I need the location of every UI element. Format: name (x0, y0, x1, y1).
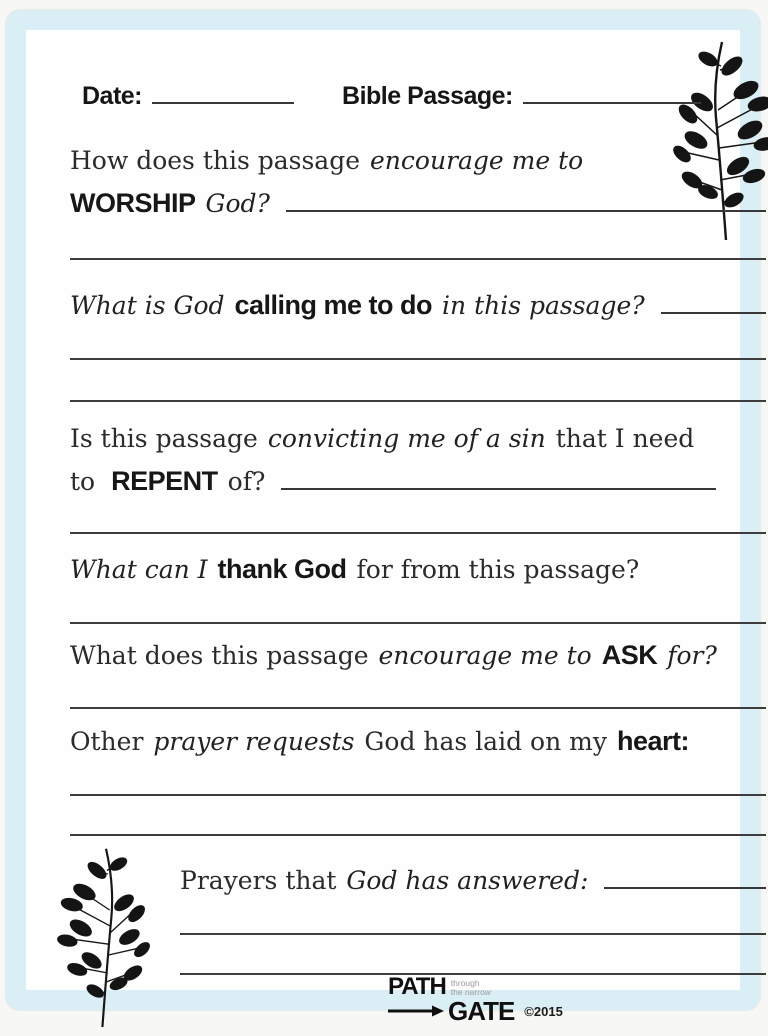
thank-text-serif: for from this passage? (356, 555, 640, 584)
heart-ruled-line-1 (70, 794, 766, 796)
ask-text-serif: What does this passage (70, 641, 369, 670)
repent-keyword: REPENT (111, 466, 218, 496)
date-label: Date: (82, 82, 143, 110)
calling-question-line (70, 290, 766, 321)
logo-path-wordmark: PATH (388, 973, 446, 1000)
ask-ruled-line (70, 707, 766, 709)
answered-text-serif: Prayers that (180, 866, 337, 895)
header-row (82, 82, 742, 111)
answered-write-in-blank (604, 871, 766, 889)
repent-write-in-blank (281, 472, 716, 490)
worship-god-script: God? (205, 189, 270, 218)
ask-question-line (70, 640, 717, 671)
worship-question-line-2 (70, 188, 766, 219)
calling-text-script-1: What is God (70, 291, 225, 320)
worship-question-line-1 (70, 146, 583, 175)
repent-text-to: to (70, 467, 96, 496)
thank-ruled-line (70, 622, 766, 624)
arrow-icon (388, 1005, 444, 1017)
heart-keyword: heart: (616, 726, 689, 756)
path-gate-logo (388, 973, 563, 1026)
worship-ruled-line (70, 258, 766, 260)
heart-question-line (70, 726, 689, 757)
ask-text-script-1: encourage me to (378, 641, 592, 670)
calling-keyword: calling me to do (234, 290, 433, 320)
thank-question-line (70, 554, 639, 585)
logo-tagline (451, 976, 491, 997)
worship-text-script: encourage me to (370, 146, 584, 175)
bible-passage-label: Bible Passage: (342, 82, 513, 110)
calling-ruled-line-2 (70, 400, 766, 402)
copyright-text: ©2015 (524, 1003, 563, 1019)
answered-ruled-line-2 (180, 973, 766, 975)
ask-text-script-2: for? (667, 641, 717, 670)
repent-text-serif-1: Is this passage (70, 424, 258, 453)
repent-text-of: of? (227, 467, 266, 496)
calling-short-blank (661, 296, 766, 314)
heart-text-serif-1: Other (70, 727, 144, 756)
worship-write-in-blank (286, 194, 766, 212)
worksheet-sheet (6, 10, 760, 1026)
heart-text-serif-2: God has laid on my (364, 727, 607, 756)
calling-ruled-line-1 (70, 358, 766, 360)
heart-ruled-line-2 (70, 834, 766, 836)
thank-text-script: What can I (70, 555, 208, 584)
repent-text-serif-2: that I need (555, 424, 695, 453)
ask-keyword: ASK (601, 640, 658, 670)
thank-keyword: thank God (217, 554, 347, 584)
worksheet-content (52, 60, 768, 1026)
answered-text-script: God has answered: (346, 866, 589, 895)
heart-text-script: prayer requests (153, 727, 355, 756)
repent-ruled-line (70, 532, 766, 534)
worship-keyword: WORSHIP (70, 188, 196, 218)
branch-illustration-bottom-left (52, 838, 160, 1036)
answered-question-line (180, 866, 766, 895)
logo-tagline-line-1: through (450, 978, 480, 988)
repent-question-line-1 (70, 424, 694, 453)
logo-row-bottom (388, 996, 563, 1026)
logo-row-top (388, 973, 563, 1000)
date-write-in-blank (152, 86, 294, 104)
repent-question-line-2 (70, 466, 716, 497)
logo-tagline-line-2: the narrow (450, 987, 491, 997)
worship-text-serif: How does this passage (70, 146, 361, 175)
repent-text-script: convicting me of a sin (267, 424, 546, 453)
calling-text-script-2: in this passage? (442, 291, 645, 320)
answered-ruled-line-1 (180, 933, 766, 935)
bible-passage-write-in-blank (523, 86, 701, 104)
logo-gate-wordmark: GATE (448, 996, 515, 1026)
